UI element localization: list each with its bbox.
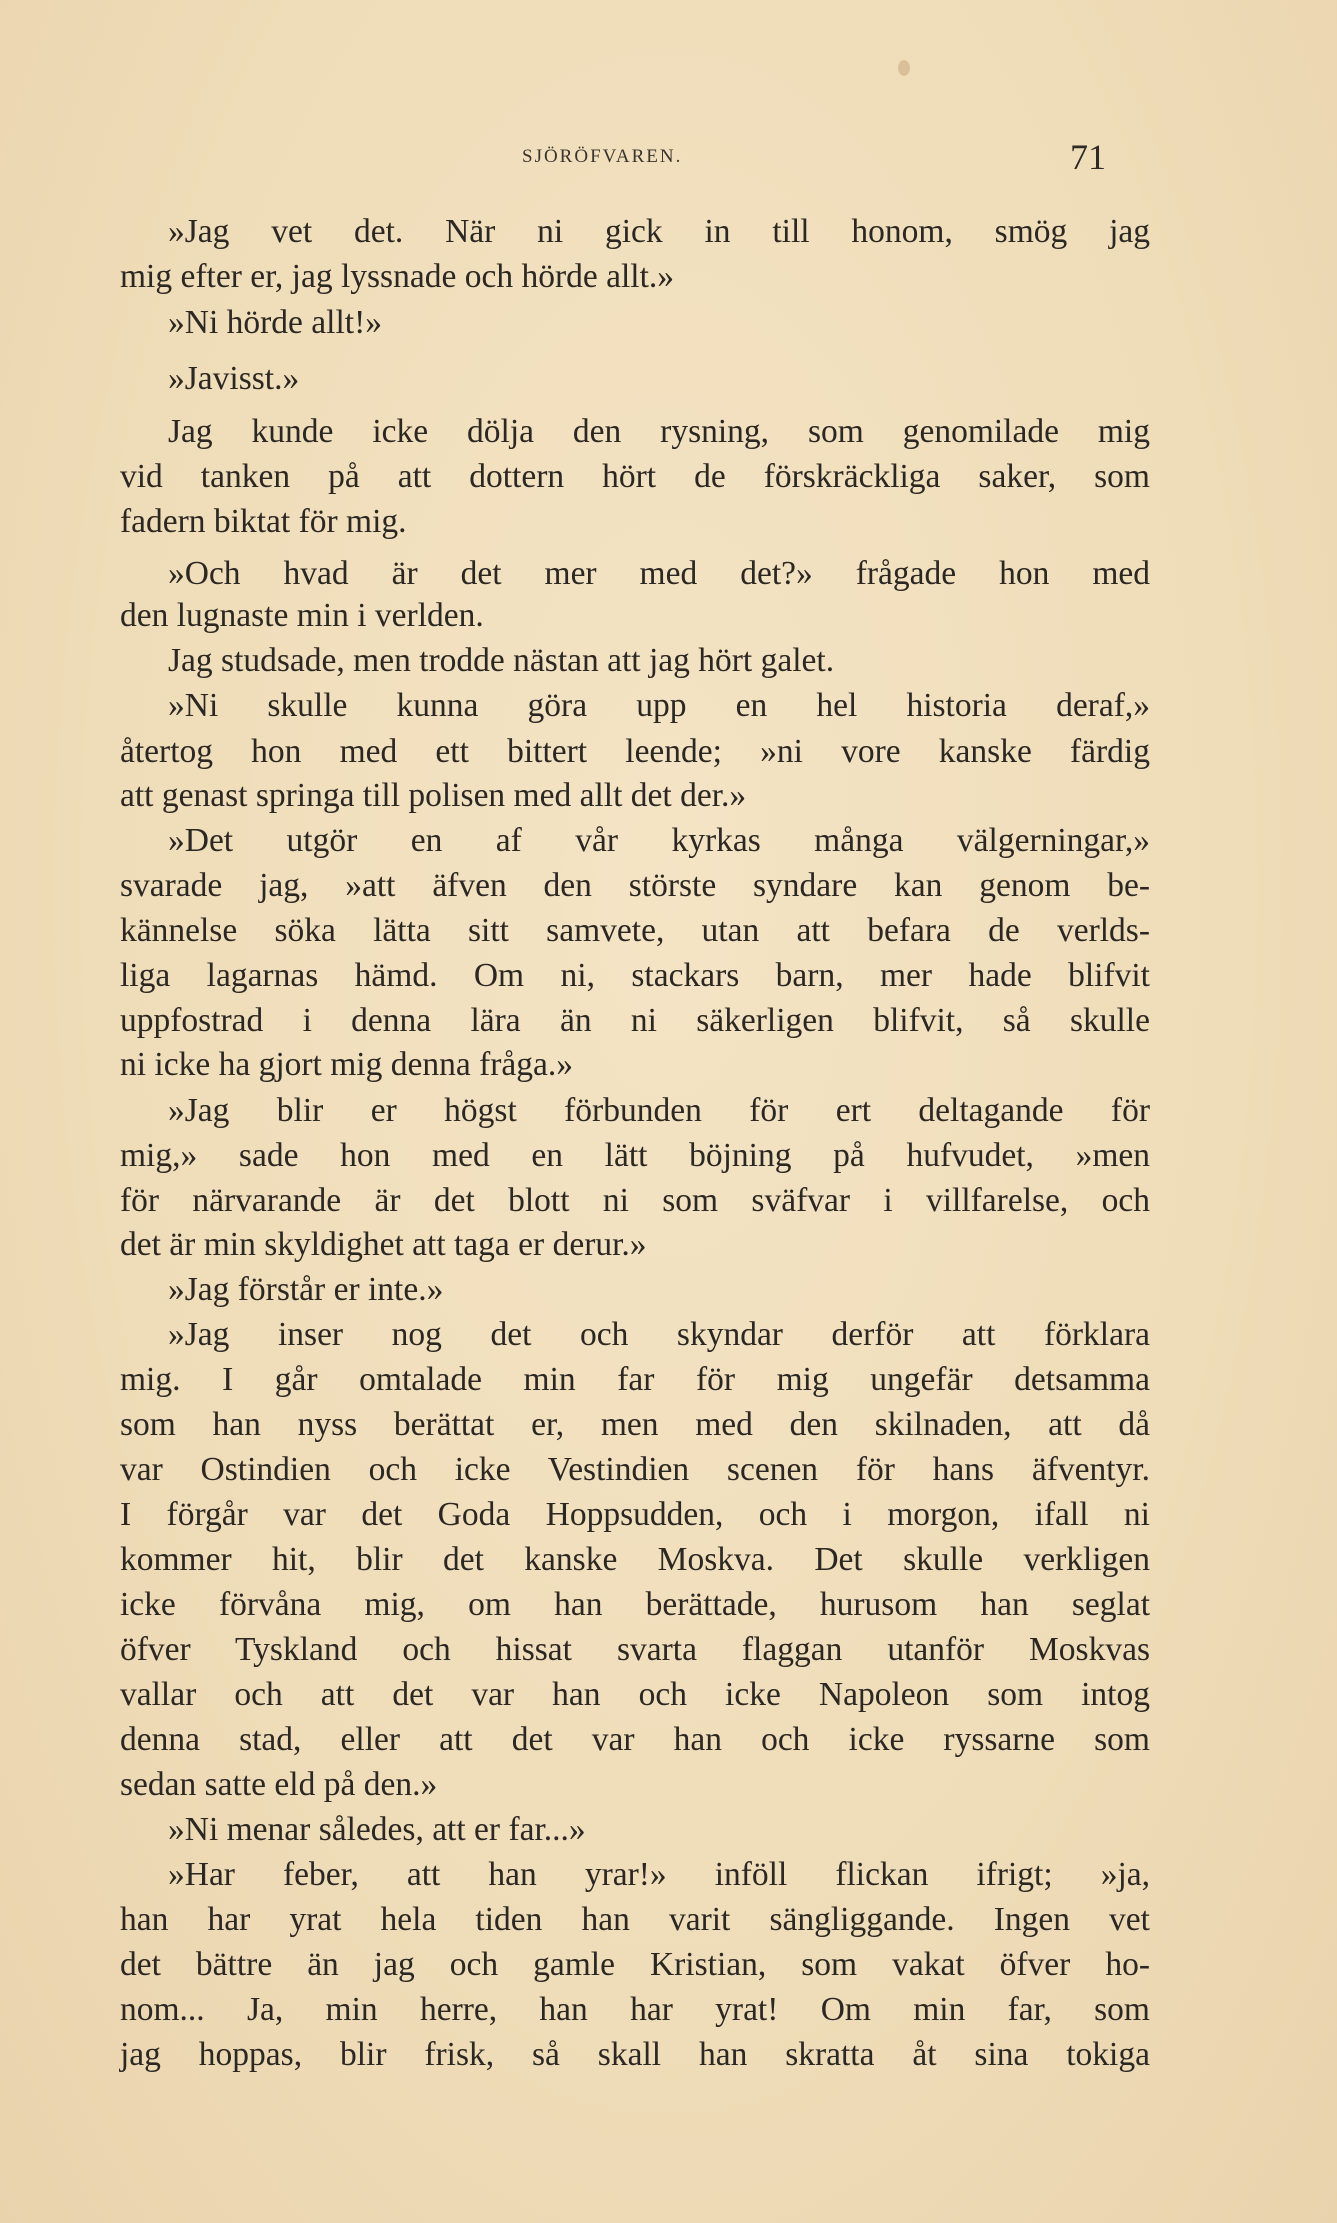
text-line: att genast springa till polisen med allt det der.» xyxy=(120,777,747,814)
text-line: sedan satte eld på den.» xyxy=(120,1766,438,1803)
text-line: kännelse söka lätta sitt samvete, utan att befara de verlds- xyxy=(120,912,1150,949)
text-line: »Har feber, att han yrar!» inföll flickan ifrigt; »ja, xyxy=(168,1856,1150,1893)
text-line: mig,» sade hon med en lätt böjning på hufvudet, »men xyxy=(120,1137,1150,1174)
text-line: svarade jag, »att äfven den störste syndare kan genom be- xyxy=(120,867,1150,904)
text-line: Jag studsade, men trodde nästan att jag hört galet. xyxy=(168,642,835,679)
text-line: »Jag inser nog det och skyndar derför att förklara xyxy=(168,1316,1150,1353)
text-line: denna stad, eller att det var han och icke ryssarne som xyxy=(120,1721,1150,1758)
text-line: »Javisst.» xyxy=(168,360,300,397)
text-line: »Jag blir er högst förbunden för ert deltagande för xyxy=(168,1092,1150,1129)
text-line: den lugnaste min i verlden. xyxy=(120,597,484,634)
text-line: vallar och att det var han och icke Napoleon som intog xyxy=(120,1676,1150,1713)
text-line: »Jag förstår er inte.» xyxy=(168,1271,444,1308)
running-title: SJÖRÖFVAREN. xyxy=(522,146,683,167)
text-line: han har yrat hela tiden han varit sängliggande. Ingen vet xyxy=(120,1901,1150,1938)
text-line: öfver Tyskland och hissat svarta flaggan utanför Moskvas xyxy=(120,1631,1150,1668)
text-line: Jag kunde icke dölja den rysning, som genomilade mig xyxy=(168,413,1150,450)
text-line: »Det utgör en af vår kyrkas många välgerningar,» xyxy=(168,822,1150,859)
text-line: fadern biktat för mig. xyxy=(120,503,407,540)
text-line: för närvarande är det blott ni som sväfvar i villfarelse, och xyxy=(120,1182,1150,1219)
page-number: 71 xyxy=(1070,137,1106,177)
paper-stain xyxy=(898,60,910,76)
text-line: icke förvåna mig, om han berättade, hurusom han seglat xyxy=(120,1586,1150,1623)
text-line: liga lagarnas hämd. Om ni, stackars barn, mer hade blifvit xyxy=(120,957,1150,994)
text-line: som han nyss berättat er, men med den skilnaden, att då xyxy=(120,1406,1150,1443)
text-line: »Ni skulle kunna göra upp en hel historia deraf,» xyxy=(168,687,1150,724)
text-line: det är min skyldighet att taga er derur.» xyxy=(120,1226,647,1263)
text-line: I förgår var det Goda Hoppsudden, och i morgon, ifall ni xyxy=(120,1496,1150,1533)
text-line: det bättre än jag och gamle Kristian, som vakat öfver ho- xyxy=(120,1946,1150,1983)
text-line: »Ni menar således, att er far...» xyxy=(168,1811,586,1848)
text-line: »Och hvad är det mer med det?» frågade hon med xyxy=(168,555,1150,592)
text-line: mig efter er, jag lyssnade och hörde allt.» xyxy=(120,258,675,295)
text-line: »Ni hörde allt!» xyxy=(168,304,382,341)
text-line: var Ostindien och icke Vestindien scenen för hans äfventyr. xyxy=(120,1451,1150,1488)
text-line: återtog hon med ett bittert leende; »ni vore kanske färdig xyxy=(120,733,1150,770)
text-line: ni icke ha gjort mig denna fråga.» xyxy=(120,1046,574,1083)
text-line: »Jag vet det. När ni gick in till honom, smög jag xyxy=(168,213,1150,250)
text-line: vid tanken på att dottern hört de förskräckliga saker, som xyxy=(120,458,1150,495)
text-line: uppfostrad i denna lära än ni säkerligen blifvit, så skulle xyxy=(120,1002,1150,1039)
text-line: jag hoppas, blir frisk, så skall han skratta åt sina tokiga xyxy=(120,2036,1150,2073)
text-line: mig. I går omtalade min far för mig ungefär detsamma xyxy=(120,1361,1150,1398)
text-line: kommer hit, blir det kanske Moskva. Det skulle verkligen xyxy=(120,1541,1150,1578)
text-line: nom... Ja, min herre, han har yrat! Om min far, som xyxy=(120,1991,1150,2028)
